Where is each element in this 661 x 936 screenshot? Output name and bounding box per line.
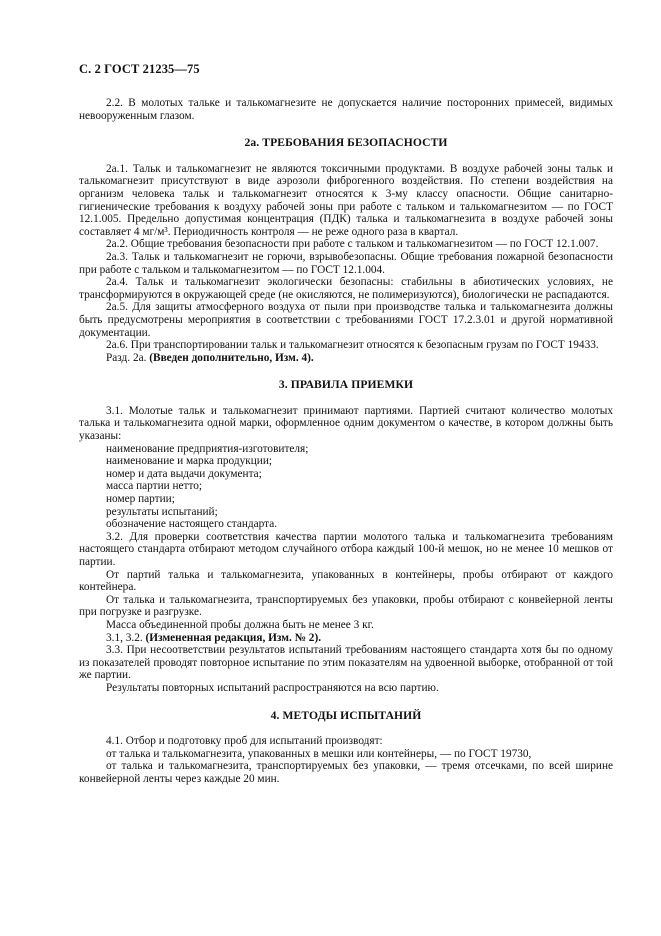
paragraph-2a-4: 2а.4. Тальк и талькомагнезит экологически безопасны: стабильны в абиотических условиях, не трансформируются в окружающей среде (не окисляются, не полимеризуются), биологически не распадаются. xyxy=(79,276,613,301)
list-item: обозначение настоящего стандарта. xyxy=(106,518,278,531)
amendment-note-prefix: 3.1, 3.2. xyxy=(106,631,146,644)
paragraph-containers: От партий талька и талькомагнезита, упакованных в контейнеры, пробы отбирают от каждого контейнера. xyxy=(79,568,613,594)
paragraph-3-1: 3.1. Молотые тальк и талькомагнезит принимают партиями. Партией считают количество молотых талька и талькомагнезита одной марки, оформленное одним документом о качестве, в котором должны быть указаны: xyxy=(79,404,613,443)
section-3-title: 3. ПРАВИЛА ПРИЕМКИ xyxy=(278,378,414,392)
paragraph-repeat-results: Результаты повторных испытаний распространяются на всю партию. xyxy=(106,681,439,694)
section-2a-amendment-note xyxy=(79,352,613,365)
page-header: С. 2 ГОСТ 21235—75 xyxy=(79,62,200,76)
paragraph-2a-6: 2а.6. При транспортировании тальк и талькомагнезит относятся к безопасным грузам по ГОСТ 19433. xyxy=(106,339,599,352)
paragraph-2a-2: 2а.2. Общие требования безопасности при работе с тальком и талькомагнезитом — по ГОСТ 12.1.007. xyxy=(106,238,599,251)
paragraph-conveyor: От талька и талькомагнезита, транспортируемых без упаковки, пробы отбирают с конвейерной ленты при погрузке и разгрузке. xyxy=(79,593,613,619)
section-4-title: 4. МЕТОДЫ ИСПЫТАНИЙ xyxy=(270,708,422,722)
list-item: наименование предприятия-изготовителя; xyxy=(106,442,309,455)
paragraph-2a-3: 2а.3. Тальк и талькомагнезит не горючи, взрывобезопасны. Общие требования пожарной безопасности при работе с тальком и талькомагнезитом — по ГОСТ 12.1.004. xyxy=(79,250,613,276)
list-item: масса партии нетто; xyxy=(106,480,203,493)
paragraph-2a-1: 2а.1. Тальк и талькомагнезит не являются токсичными продуктами. В воздухе рабочей зоны тальк и талькомагнезит присутствуют в виде аэрозоли фиброгенного воздействия. По степени воздействия на организм человека тальк и талькомагнезит относятся к 3-му классу опасности. Общие санитарно-гигиенические требования к воздуху рабочей зоны при работе с тальком и талькомагнезитом — по ГОСТ 12.1.005. Предельно допустимая концентрация (ПДК) талька и талькомагнезита в воздухе рабочей зоны составляет 4 мг/м³. Периодичность контроля — не реже одного раза в квартал. xyxy=(79,162,613,238)
paragraph-2-2: 2.2. В молотых тальке и талькомагнезите не допускается наличие посторонних примесей, видимых невооруженным глазом. xyxy=(79,97,613,122)
paragraph-4-1: 4.1. Отбор и подготовку проб для испытаний производят: xyxy=(106,735,383,748)
document-body xyxy=(79,97,613,786)
list-item: номер и дата выдачи документа; xyxy=(106,467,262,480)
list-item: наименование и марка продукции; xyxy=(106,455,273,468)
amendment-note-prefix: Разд. 2а. xyxy=(106,351,150,364)
section-3-amendment-note xyxy=(79,632,613,645)
paragraph-3-3: 3.3. При несоответствии результатов испытаний требованиям настоящего стандарта хотя бы по одному из показателей проводят повторное испытание по этим показателям на удвоенной выборке, отобранной от той же партии. xyxy=(79,644,613,682)
section-2a-title: 2а. ТРЕБОВАНИЯ БЕЗОПАСНОСТИ xyxy=(244,136,448,150)
amendment-note-bold: (Измененная редакция, Изм. № 2). xyxy=(145,631,322,644)
list-item: результаты испытаний; xyxy=(106,505,218,518)
list-item: номер партии; xyxy=(106,493,175,506)
amendment-note-bold: (Введен дополнительно, Изм. 4). xyxy=(149,351,314,364)
paragraph-bags: от талька и талькомагнезита, упакованных в мешки или контейнеры, — по ГОСТ 19730, xyxy=(106,747,532,760)
paragraph-no-pack: от талька и талькомагнезита, транспортируемых без упаковки, — тремя отсечками, по всей ширине конвейерной ленты через каждые 20 мин. xyxy=(79,760,613,785)
paragraph-2a-5: 2а.5. Для защиты атмосферного воздуха от пыли при производстве талька и талькомагнезита должны быть предусмотрены мероприятия в соответствии с требованиями ГОСТ 17.2.3.01 и другой нормативной документации. xyxy=(79,301,613,339)
paragraph-sample-mass: Масса объединенной пробы должна быть не менее 3 кг. xyxy=(106,618,374,631)
paragraph-3-2: 3.2. Для проверки соответствия качества партии молотого талька и талькомагнезита требованиям настоящего стандарта отбирают методом случайного отбора каждый 100-й мешок, но не менее 10 мешков от партии. xyxy=(79,530,613,568)
